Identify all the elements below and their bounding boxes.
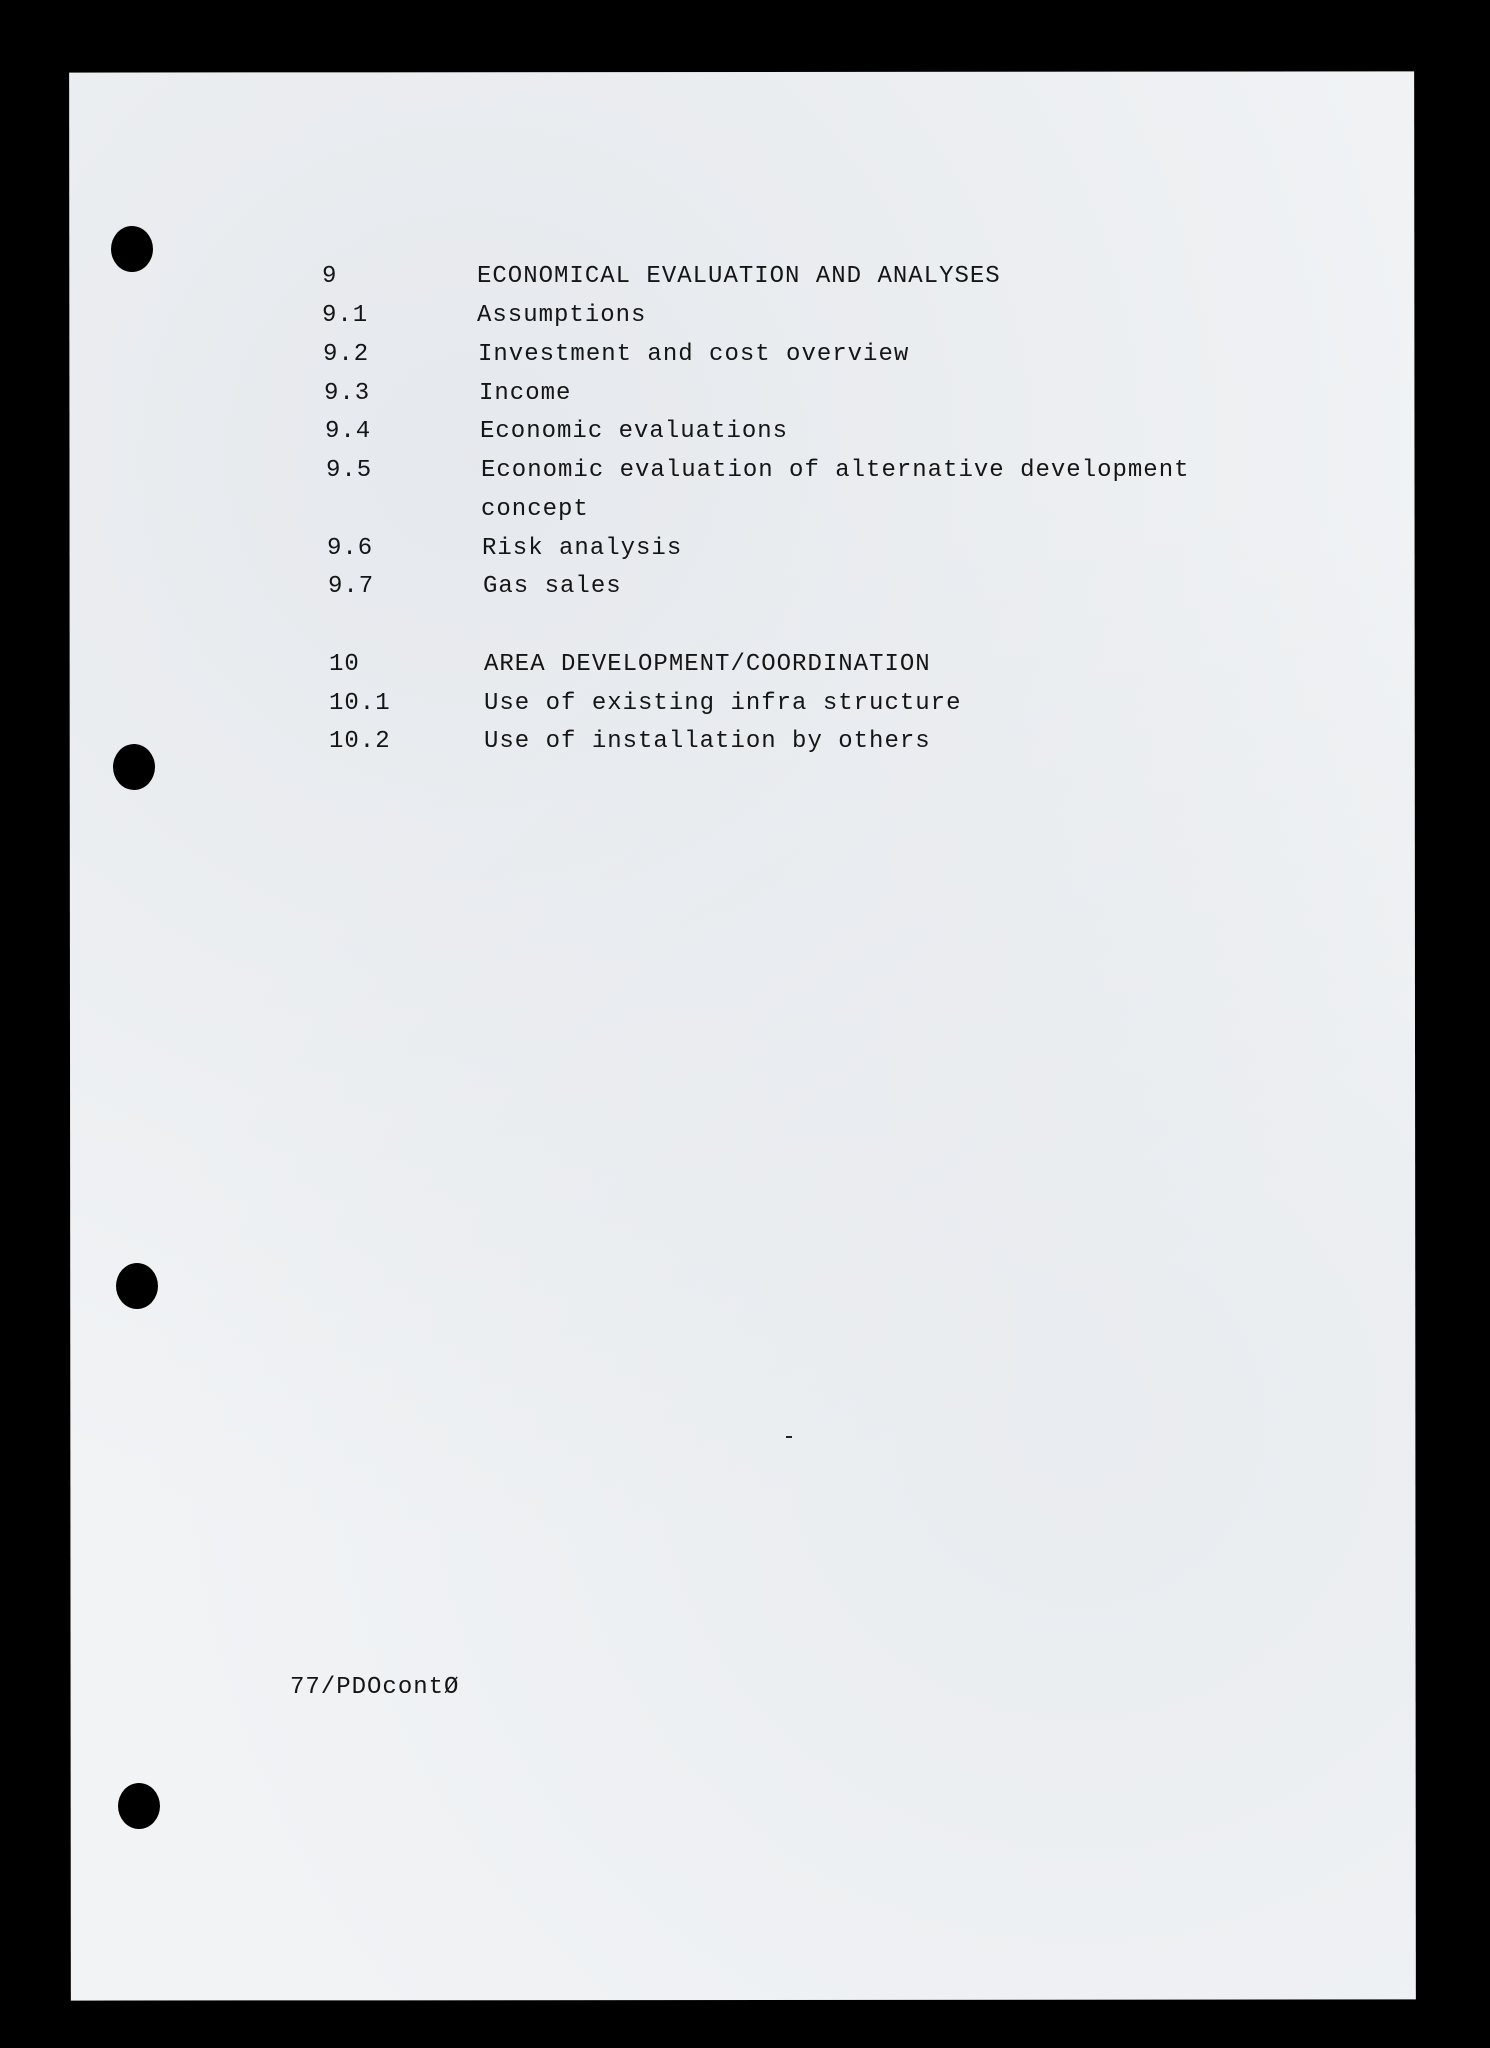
section-title: Use of existing infra structure [484,690,962,717]
section-title: Gas sales [483,573,622,600]
section-title: Income [479,380,572,407]
section-title: Economic evaluation of alternative development [481,457,1190,484]
section-title: Investment and cost overview [478,341,910,368]
section-number: 10.2 [329,728,391,755]
document-reference: 77/PDOcontØ [290,1674,460,1701]
section-number: 9.1 [322,302,369,329]
section-title: ECONOMICAL EVALUATION AND ANALYSES [477,263,1001,290]
ink-speck [786,1436,792,1438]
section-number: 10 [329,651,360,678]
section-number: 9.2 [323,341,370,368]
section-number: 9.6 [327,535,374,562]
section-title: Economic evaluations [480,418,789,445]
section-title: Risk analysis [482,535,683,562]
section-number: 9.7 [328,573,375,600]
section-title-continuation: concept [481,496,589,523]
section-title: AREA DEVELOPMENT/COORDINATION [484,651,931,678]
section-title: Use of installation by others [484,728,931,755]
section-number: 9 [322,263,338,290]
section-title: Assumptions [477,302,647,329]
section-number: 10.1 [329,690,391,717]
section-number: 9.3 [324,380,371,407]
section-number: 9.5 [326,457,373,484]
section-number: 9.4 [325,418,372,445]
